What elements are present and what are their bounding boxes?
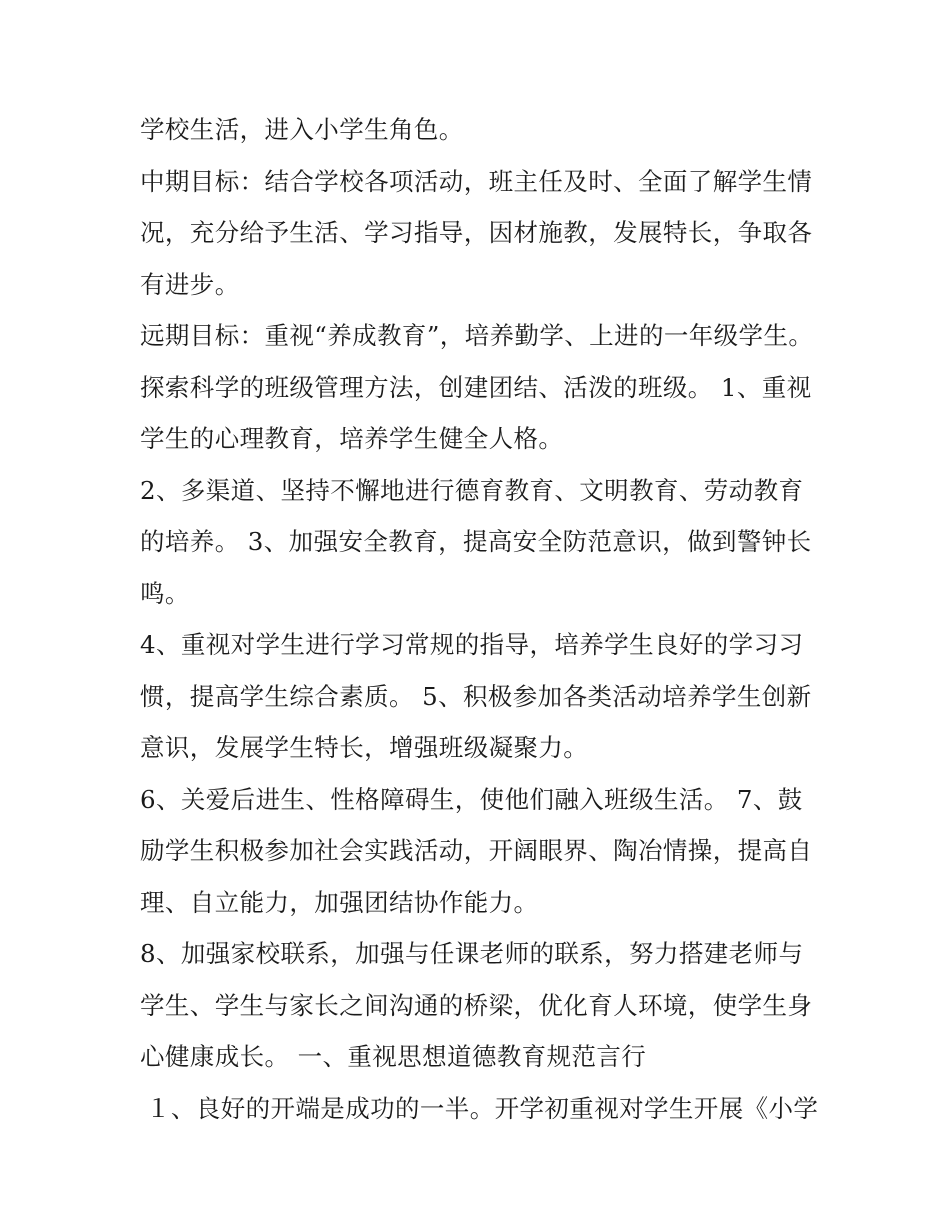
text-line: 探索科学的班级管理方法，创建团结、活泼的班级。 1、重视 (140, 372, 812, 402)
text-line: 4、重视对学生进行学习常规的指导，培养学生良好的学习习 (140, 630, 804, 659)
document-body (140, 104, 820, 1134)
text-line: 的培养。 3、加强安全教育，提高安全防范意识，做到警钟长 (140, 527, 812, 556)
text-line: 学生、学生与家长之间沟通的桥梁，优化育人环境，使学生身 (140, 990, 813, 1020)
text-line: 惯，提高学生综合素质。 5、积极参加各类活动培养学生创新 (140, 681, 812, 711)
text-line: 2、多渠道、坚持不懈地进行德育教育、文明教育、劳动教育 (140, 475, 804, 505)
text-line: １、良好的开端是成功的一半。开学初重视对学生开展《小学 (146, 1093, 819, 1123)
text-line: 学生的心理教育，培养学生健全人格。 (140, 424, 564, 453)
text-line: 心健康成长。 一、重视思想道德教育规范言行 (140, 1042, 647, 1071)
text-line: 励学生积极参加社会实践活动，开阔眼界、陶冶情操，提高自 (140, 836, 813, 865)
text-line: 学校生活，进入小学生角色。 (140, 115, 464, 144)
text-line: 况，充分给予生活、学习指导，因材施教，发展特长，争取各 (140, 218, 813, 247)
text-line: 意识，发展学生特长，增强班级凝聚力。 (140, 733, 589, 762)
text-line: 中期目标：结合学校各项活动，班主任及时、全面了解学生情 (140, 166, 813, 196)
text-line: 理、自立能力，加强团结协作能力。 (140, 887, 539, 917)
text-line: 6、关爱后进生、性格障碍生，使他们融入班级生活。 7、鼓 (140, 784, 803, 814)
text-line: 8、加强家校联系，加强与任课老师的联系，努力搭建老师与 (140, 939, 804, 968)
text-line: 鸣。 (140, 578, 190, 608)
text-line: 有进步。 (140, 269, 240, 299)
text-line: 远期目标：重视“养成教育”，培养勤学、上进的一年级学生。 (140, 321, 814, 350)
